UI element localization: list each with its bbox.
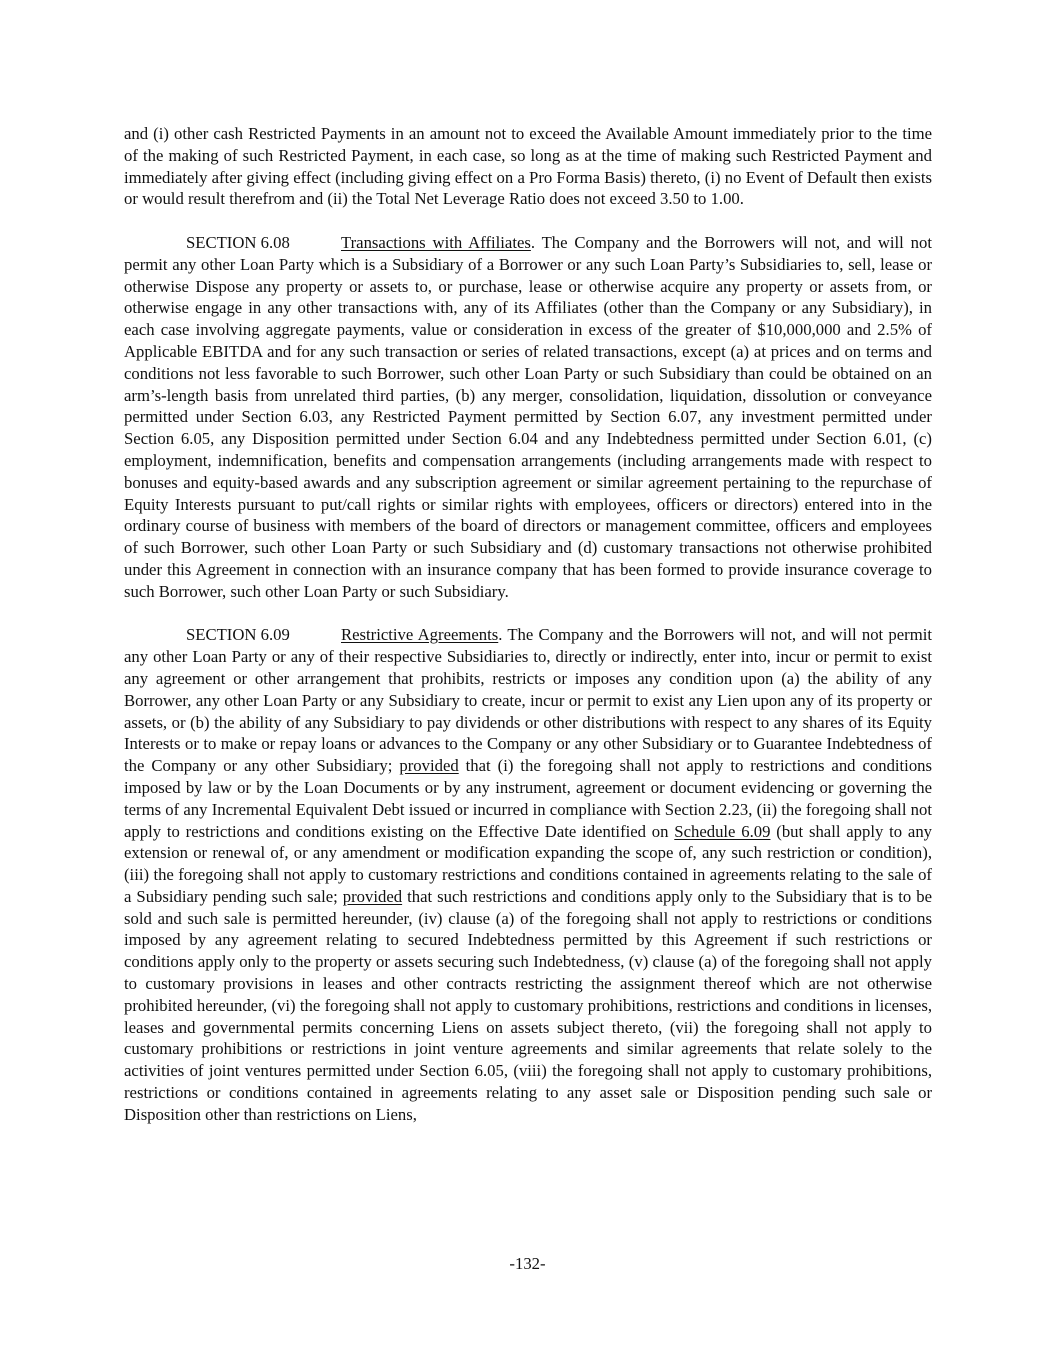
section-body: The Company and the Borrowers will not, and will not permit any other Loan Party which is a Subsidiary of a Borrower or any such Loan Party’s Subsidiaries to, sell, lease or otherwise Dispose any property or assets to, or purchase, lease or otherwise acquire any property or assets from, or otherwise engage in any other transactions with, any of its Affiliates (other than the Company or any Subsidiary), in each case involving aggregate payments, value or consideration in excess of the greater of $10,000,000 and 2.5% of Applicable EBITDA and for any such transaction or series of related transactions, except (a) at prices and on terms and conditions not less favorable to such Borrower, such other Loan Party or such Subsidiary than could be obtained on an arm’s-length basis from unrelated third parties, (b) any merger, consolidation, liquidation, dissolution or conveyance permitted under Section 6.03, any Restricted Payment permitted by Section 6.07, any investment permitted under Section 6.05, any Disposition permitted under Section 6.04 and any Indebtedness permitted under Section 6.01, (c) employment, indemnification, benefits and compensation arrangements (including arrangements made with respect to bonuses and equity-based awards and any subscription agreement or similar agreement pertaining to the repurchase of Equity Interests pursuant to put/call rights or similar rights with employees, officers or directors) entered into in the ordinary course of business with members of the board of directors or management committee, officers and employees of such Borrower, such other Loan Party or such Subsidiary and (d) customary transactions not otherwise prohibited under this Agreement in connection with an insurance company that has been formed to provide insurance coverage to such Borrower, such other Loan Party or such Subsidiary. — [124, 232, 932, 601]
title-punctuation: . — [498, 625, 503, 645]
section-title: Restrictive Agreements — [341, 625, 499, 645]
paragraph-restricted-payments-continuation: and (i) other cash Restricted Payments in an amount not to exceed the Available Amount immediately prior to the time of the making of such Restricted Payment, in each case, so long as at the time of making such Restricted Payment and immediately after giving effect (including giving effect on a Pro Forma Basis) thereto, (i) no Event of Default then exists or would result therefrom and (ii) the Total Net Leverage Ratio does not exceed 3.50 to 1.00. — [124, 124, 932, 209]
schedule-reference: Schedule 6.09 — [674, 821, 771, 841]
provided-term: provided — [342, 886, 403, 906]
document-page — [124, 123, 932, 1147]
section-6-09-restrictive-agreements — [124, 624, 932, 1125]
section-body-part-4: that such restrictions and conditions apply only to the Subsidiary that is to be sold and such sale is permitted hereunder, (iv) clause (a) of the foregoing shall not apply to restrictions or conditions imposed by any agreement relating to secured Indebtedness permitted by this Agreement if such restrictions or conditions apply only to the property or assets securing such Indebtedness, (v) clause (a) of the foregoing shall not apply to customary provisions in leases and other contracts restricting the assignment thereof which are not otherwise prohibited hereunder, (vi) the foregoing shall not apply to customary prohibitions, restrictions and conditions in licenses, leases and governmental permits concerning Liens on assets subject thereto, (vii) the foregoing shall not apply to customary prohibitions or restrictions in joint venture agreements and similar agreements that relate solely to the activities of joint ventures permitted under Section 6.05, (viii) the foregoing shall not apply to customary prohibitions, restrictions or conditions contained in agreements relating to any asset sale or Disposition pending such sale or Disposition other than restrictions on Liens, — [124, 886, 932, 1124]
section-number: SECTION 6.08 — [186, 232, 290, 252]
title-punctuation: . — [530, 232, 536, 252]
provided-term: provided — [399, 756, 459, 776]
section-body-part-2: that (i) the foregoing shall not apply to restrictions and conditions imposed by law or by the Loan Documents or by any instrument, agreement or document evidencing or governing the terms of any Incremental Equivalent Debt issued or incurred in compliance with Section 2.23, (ii) the foregoing shall not apply to restrictions and conditions existing on the Effective Date identified on — [124, 756, 933, 841]
section-number: SECTION 6.09 — [186, 625, 290, 645]
page-number: -132- — [509, 1254, 546, 1273]
section-title: Transactions with Affiliates — [341, 232, 531, 252]
section-6-08-transactions-with-affiliates — [124, 232, 932, 603]
section-body-part-1: The Company and the Borrowers will not, and will not permit any other Loan Party or any of their respective Subsidiaries to, directly or indirectly, enter into, incur or permit to exist any agreement or other arrangement that prohibits, restricts or imposes any condition upon (a) the ability of any Borrower, any other Loan Party or any Subsidiary to create, incur or permit to exist any Lien upon any of its property or assets, or (b) the ability of any Subsidiary to pay dividends or other distributions with respect to any shares of its Equity Interests or to make or repay loans or advances to the Company or any other Subsidiary or to Guarantee Indebtedness of the Company or any other Subsidiary; — [124, 625, 932, 776]
section-body-part-3: (but shall apply to any extension or renewal of, or any amendment or modification expanding the scope of, any such restriction or condition), (iii) the foregoing shall not apply to customary restrictions and conditions contained in agreements relating to the sale of a Subsidiary pending such sale; — [124, 821, 933, 906]
